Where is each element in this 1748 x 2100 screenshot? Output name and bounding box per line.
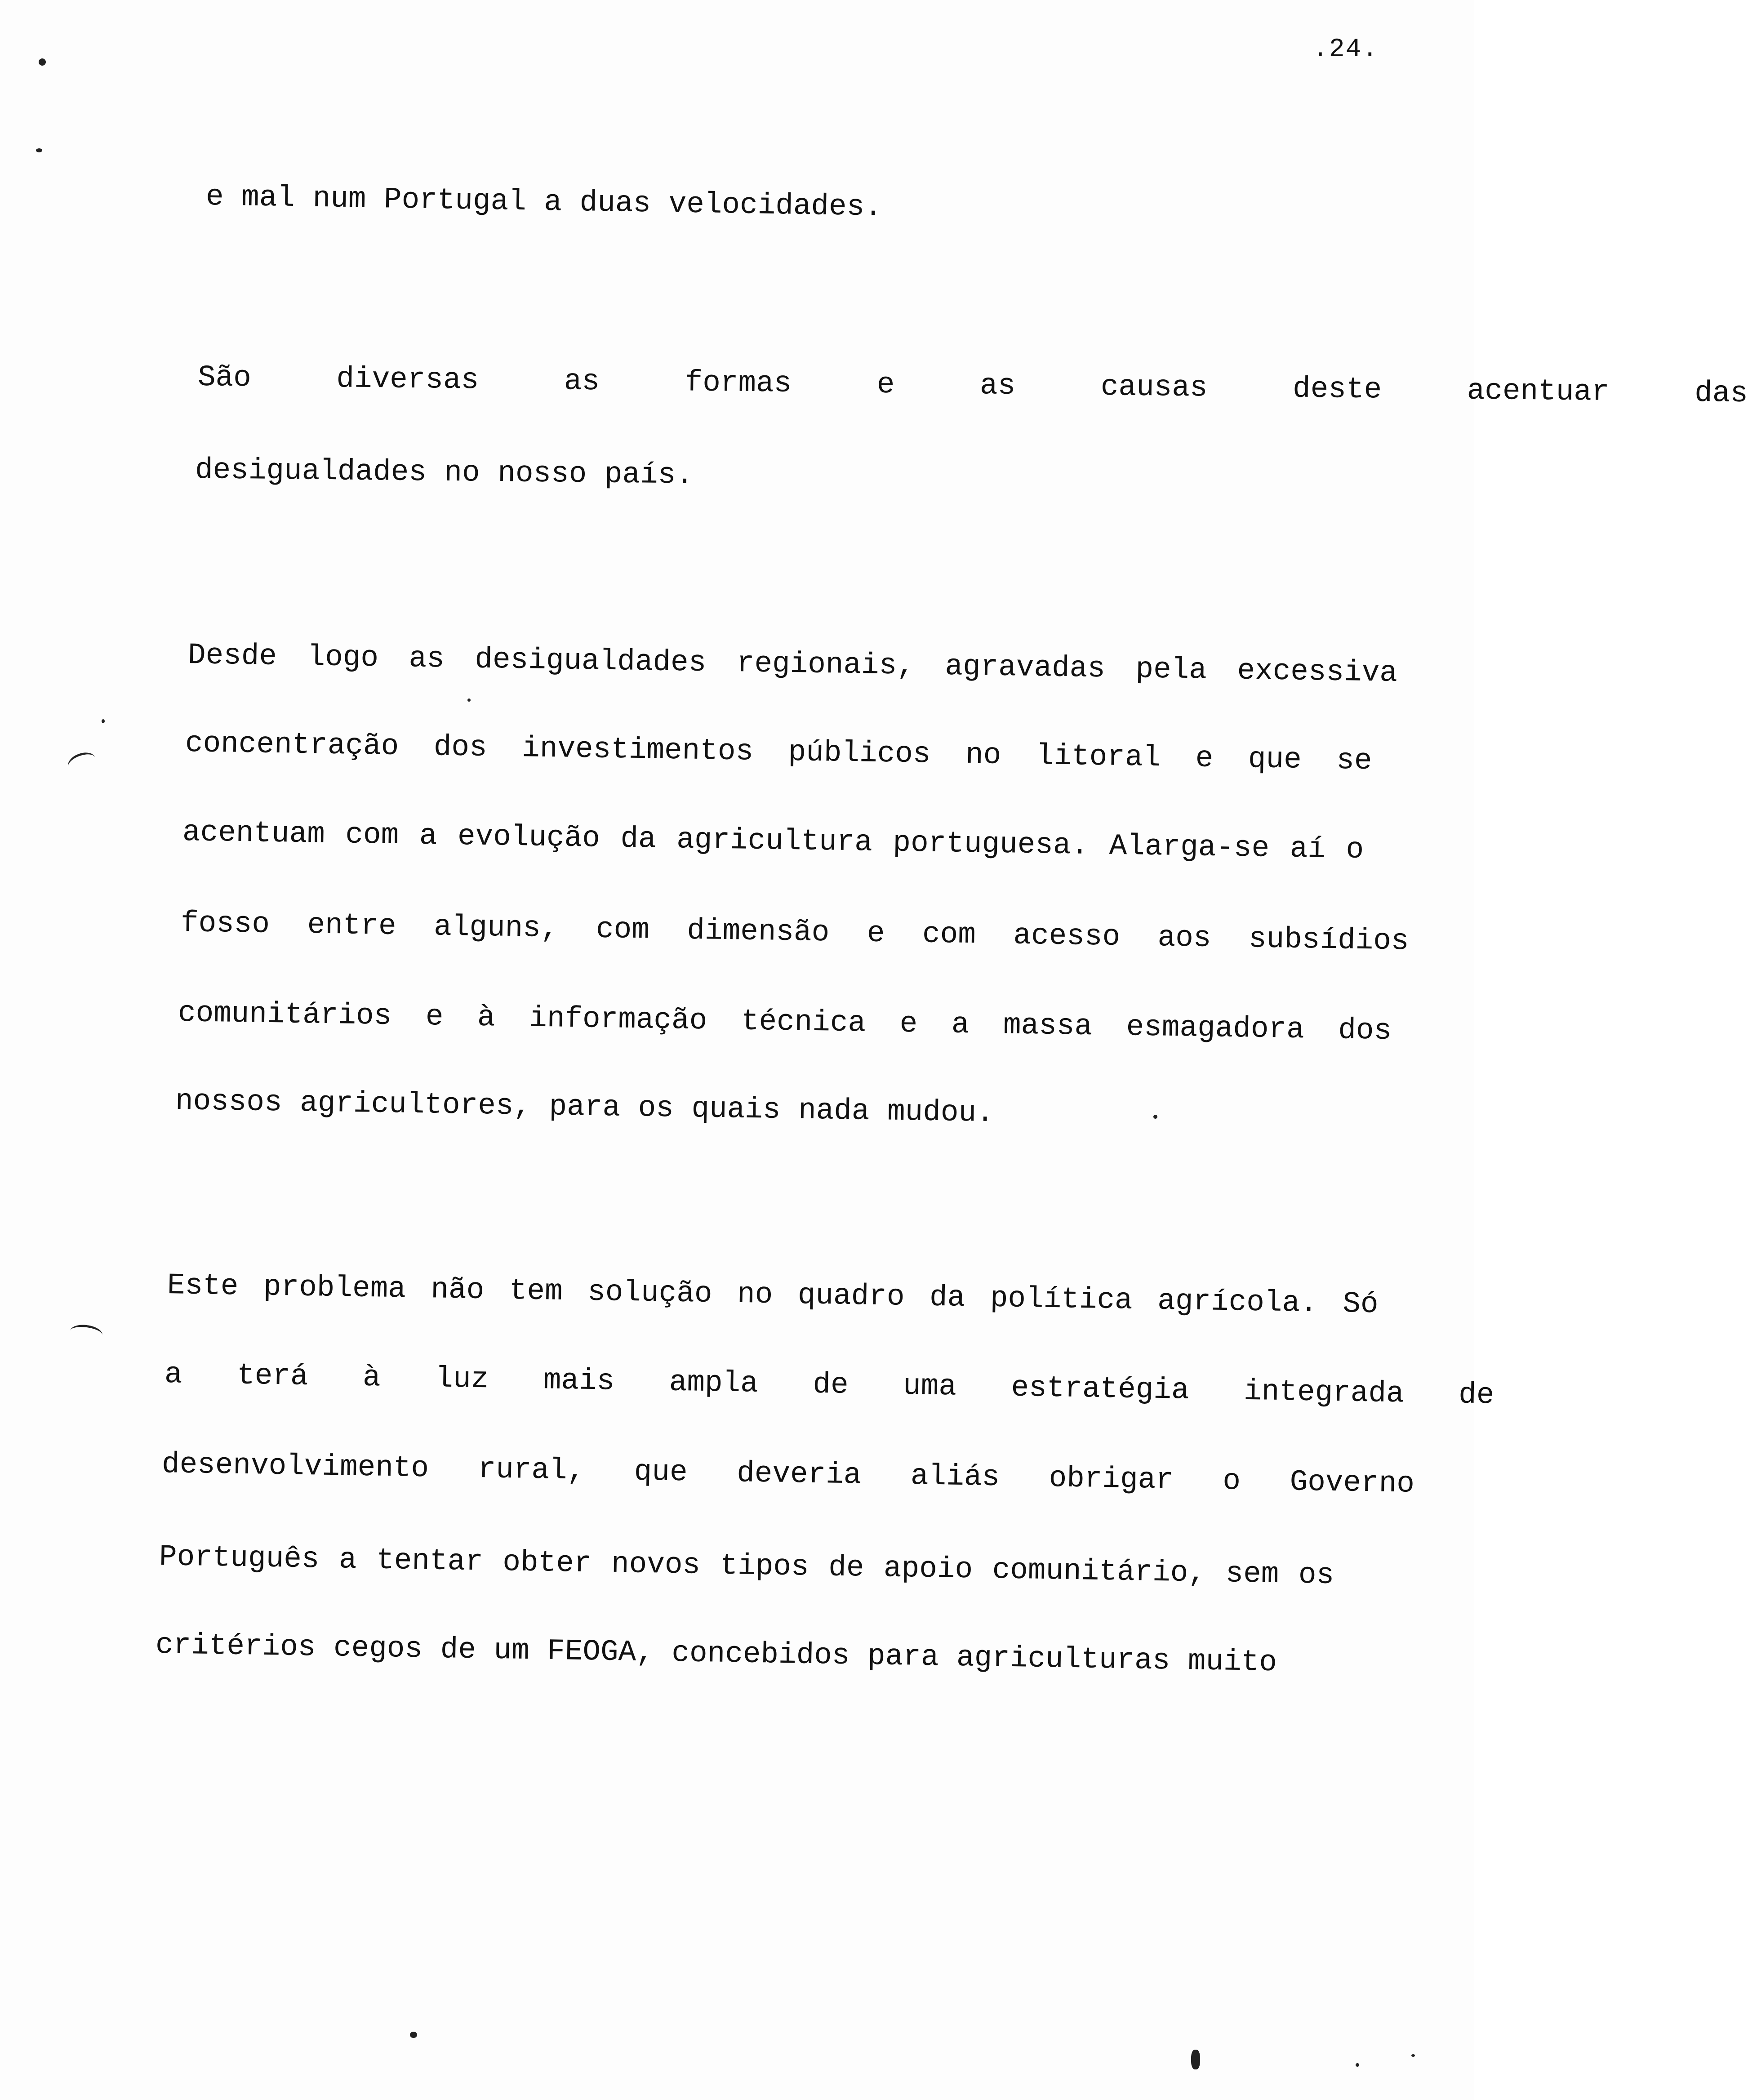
scan-speck <box>102 719 105 723</box>
paragraph-4-line-5: critérios cegos de um FEOGA, concebidos para agriculturas muito <box>155 1628 1277 1680</box>
margin-mark <box>65 749 98 776</box>
paragraph-2-line-2: desigualdades no nosso país. <box>195 453 694 492</box>
margin-mark <box>69 1323 103 1343</box>
paragraph-3-line-2: concentração dos investimentos públicos no litoral e que se <box>185 726 1373 778</box>
paragraph-3-line-1: Desde logo as desigualdades regionais, agravadas pela excessiva <box>187 638 1398 690</box>
scan-speck <box>39 58 46 66</box>
paragraph-4-line-2: a terá à luz mais ampla de uma estratégia integrada de <box>164 1357 1494 1412</box>
paragraph-4-line-4: Português a tentar obter novos tipos de apoio comunitário, sem os <box>159 1540 1334 1593</box>
paragraph-4-line-1: Este problema não tem solução no quadro da política agrícola. Só <box>167 1268 1379 1321</box>
paragraph-4-line-3: desenvolvimento rural, que deveria aliás obrigar o Governo <box>161 1447 1415 1501</box>
scan-speck <box>1356 2063 1359 2067</box>
scan-speck <box>467 699 471 702</box>
paragraph-2-line-1: São diversas as formas e as causas deste acentuar das <box>197 360 1748 411</box>
paragraph-3-line-4: fosso entre alguns, com dimensão e com acesso aos subsídios <box>180 906 1410 958</box>
page-number: .24. <box>1312 35 1379 64</box>
paragraph-3-line-3: acentuam com a evolução da agricultura portuguesa. Alarga-se aí o <box>182 815 1364 867</box>
scan-speck <box>1153 1115 1157 1119</box>
scan-speck <box>1411 2054 1415 2057</box>
scan-speck <box>410 2032 417 2038</box>
scan-speck <box>36 148 42 152</box>
paragraph-3-line-5: comunitários e à informação técnica e a massa esmagadora dos <box>178 996 1392 1048</box>
paragraph-3-line-6: nossos agricultores, para os quais nada mudou. <box>175 1084 995 1130</box>
paragraph-1-line-1: e mal num Portugal a duas velocidades. <box>205 180 883 224</box>
scan-speck <box>1191 2050 1200 2069</box>
